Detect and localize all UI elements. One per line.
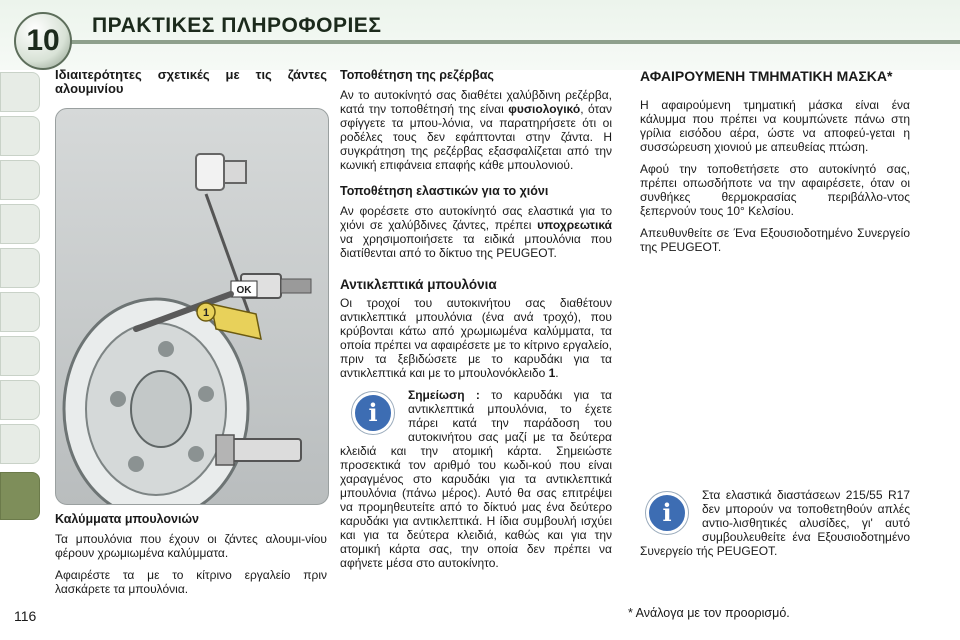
header-rule — [70, 40, 960, 44]
chapter-tab[interactable] — [0, 336, 40, 376]
info-icon: i — [646, 492, 688, 534]
text-run: Αν φορέσετε στο αυτοκίνητό σας ελαστικά για το χιόνι σε χαλύβδινες ζάντες, πρέπει — [340, 204, 612, 232]
socket-tool — [196, 154, 224, 190]
mask-paragraph-2: Αφού την τοποθετήσετε στο αυτοκίνητό σας, πρέπει οπωσδήποτε να την αφαιρέσετε, όταν οι συνθήκες θερμοκρασίας περιβάλλο-ντος ξεπερνούν τους 10° Κελσίου. — [640, 162, 910, 218]
chapter-tab-active[interactable] — [0, 472, 40, 520]
page-number: 116 — [14, 608, 37, 624]
chapter-tab[interactable] — [0, 116, 40, 156]
spare-wheel-paragraph — [340, 88, 612, 172]
page-title: ΠΡΑΚΤΙΚΕΣ ΠΛΗΡΟΦΟΡΙΕΣ — [92, 14, 382, 37]
footnote: * Ανάλογα με τον προορισμό. — [628, 606, 790, 620]
text-run: Οι τροχοί του αυτοκινήτου σας διαθέτουν αντικλεπτικά μπουλόνια (ένα ανά τροχό), που κρύβονται κάτω από χρωμιωμένα καλύμματα, τα οποία πρέπει να αφαιρέσετε με το κίτρινο εργαλείο, πριν τα ξεβιδώσετε με το καρυδάκι για τα αντικλεπτικά και με το μπουλονόκλειδο — [340, 296, 612, 380]
text-run: Αν το αυτοκίνητό σας διαθέτει χαλύβδινη ρεζέρβα, κατά την τοποθέτησή της είναι — [340, 88, 612, 116]
wheel-bolt — [188, 446, 204, 462]
text-bold: 1 — [548, 366, 556, 380]
chapter-tab[interactable] — [0, 248, 40, 288]
chapter-tab[interactable] — [0, 160, 40, 200]
chapter-tabs — [0, 72, 40, 612]
section-heading-caps: Καλύμματα μπουλονιών — [55, 512, 199, 526]
wheel-bolt — [158, 341, 174, 357]
chapter-number: 10 — [26, 24, 60, 57]
column-middle — [340, 68, 612, 578]
caps-section — [55, 512, 327, 604]
antitheft-bolt-thread — [281, 279, 311, 293]
text-bold: φυσιολογικό — [508, 102, 581, 116]
chapter-tab[interactable] — [0, 204, 40, 244]
chapter-badge — [14, 12, 72, 70]
chains-note-block — [640, 488, 910, 566]
section-heading-grille-mask: ΑΦΑΙΡΟΥΜΕΝΗ ΤΜΗΜΑΤΙΚΗ ΜΑΣΚΑ* — [640, 68, 893, 84]
text-run: . — [555, 366, 559, 380]
section-heading-antitheft: Αντικλεπτικά μπουλόνια — [340, 277, 497, 292]
page-header — [0, 0, 960, 70]
wheel-bolt — [198, 386, 214, 402]
wheel-bolt — [128, 456, 144, 472]
wheel-hub — [131, 371, 191, 447]
chapter-tab[interactable] — [0, 380, 40, 420]
snow-tyres-paragraph — [340, 204, 612, 260]
chapter-tab[interactable] — [0, 424, 40, 464]
mask-paragraph-3: Απευθυνθείτε σε Ένα Εξουσιοδοτημένο Συνεργείο της PEUGEOT. — [640, 226, 910, 254]
chapter-tab[interactable] — [0, 72, 40, 112]
caps-paragraph-2: Αφαιρέστε τα με το κίτρινο εργαλείο πριν λασκάρετε τα μπουλόνια. — [55, 568, 327, 596]
chains-note-paragraph: Στα ελαστικά διαστάσεων 215/55 R17 δεν μπορούν να τοποθετηθούν απλές αντιο-λισθητικές αλυσίδες, γι' αυτό συμβουλευθείτε ένα Εξουσιοδοτημένο Συνεργείο τής PEUGEOT. — [640, 488, 910, 558]
wheel-bolt — [110, 391, 126, 407]
ok-label: OK — [236, 285, 252, 296]
wheel-drawing — [56, 109, 328, 504]
callout-1-label: 1 — [202, 307, 210, 319]
text-bold: υποχρεωτικά — [537, 218, 612, 232]
chapter-tab[interactable] — [0, 292, 40, 332]
caps-paragraph-1: Τα μπουλόνια που έχουν οι ζάντες αλουμι-νίου φέρουν χρωμιωμένα καλύμματα. — [55, 532, 327, 560]
antitheft-paragraph — [340, 296, 612, 380]
bolt-detail — [231, 439, 301, 461]
text-run: να χρησιμοποιήσετε τα ειδικά μπουλόνια που διατίθενται από το δίκτυο της PEUGEOT. — [340, 232, 612, 260]
column-right — [640, 68, 910, 262]
section-heading-snow-tyres: Τοποθέτηση ελαστικών για το χιόνι — [340, 184, 549, 198]
note-block — [340, 388, 612, 570]
column-left — [55, 68, 327, 104]
info-icon: i — [352, 392, 394, 434]
mask-paragraph-1: Η αφαιρούμενη τμηματική μάσκα είναι ένα κάλυμμα που πρέπει να κουμπώνετε πάνω στη γρίλια εισόδου αέρα, ώστε να αποφεύ-γεται η συσσώρευση χιονιού με απευθείας πτώση. — [640, 98, 910, 154]
note-label: Σημείωση : — [408, 388, 480, 402]
socket-end — [224, 161, 246, 183]
note-text: το καρυδάκι για τα αντικλεπτικά μπουλόνια, το έχετε πάρει κατά την παράδοση του αυτοκινήτου σας μαζί με τα δεύτερα κλειδιά και την ατομική κάρτα. Σημειώστε προσεκτικά τον αριθμό του κωδι-κού που είναι χαραγμένος στο καρυδάκι για τα αντικλεπτικά μπουλόνια (πάνω μέρος). Αυτό θα σας επιτρέψει να προμηθευτείτε από το δίκτυό μας ένα δεύτερο καρυδάκι για αντικλεπτικά. Η ίδια συμβουλή ισχύει και για τα δεύτερα κλειδιά, καθώς και για την ατομική κάρτα σας, την οποία δεν πρέπει να αφήνετε μέσα στο αυτοκίνητο. — [340, 388, 612, 570]
bolt-head — [216, 435, 234, 465]
text-run: , όταν σφίγγετε τα μπου-λόνια, να παρατηρήσετε ότι οι ροδέλες τους δεν εφάπτονται στην ζάντα. Η συγκράτηση της ρεζέρβας εξασφαλίζεται από την κωνική επιφάνεια επαφής κάθε μπουλονιού. — [340, 102, 612, 172]
wheel-illustration — [55, 108, 329, 505]
section-heading-spare-wheel: Τοποθέτηση της ρεζέρβας — [340, 68, 494, 82]
section-heading-alloy-wheels: Ιδιαιτερότητες σχετικές με τις ζάντες αλουμινίου — [55, 67, 327, 96]
